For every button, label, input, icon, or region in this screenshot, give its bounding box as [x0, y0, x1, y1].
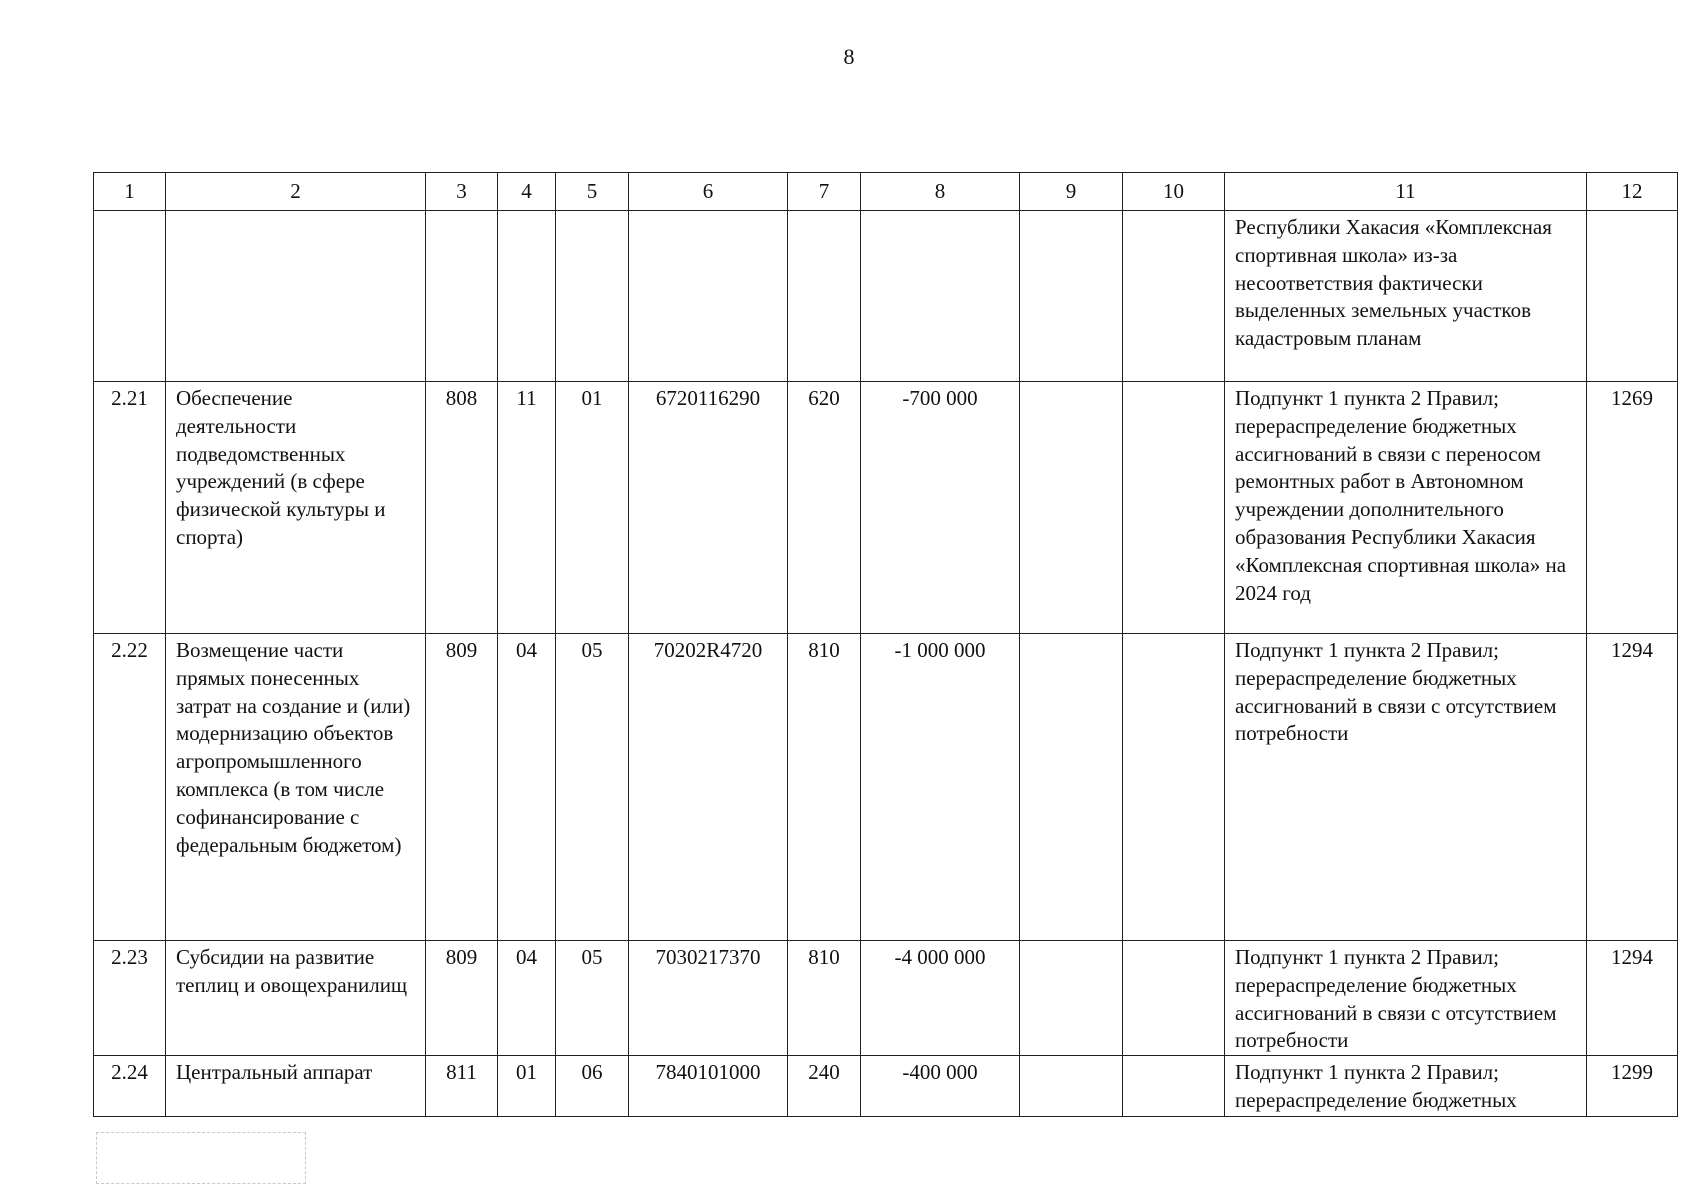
header-cell: 11	[1225, 173, 1587, 211]
cell: 1294	[1587, 634, 1678, 941]
table-row	[94, 634, 1678, 941]
cell	[1020, 382, 1123, 634]
cell: 6720116290	[629, 382, 788, 634]
header-cell: 8	[861, 173, 1020, 211]
header-cell: 2	[166, 173, 426, 211]
cell: 06	[556, 1056, 629, 1117]
cell	[1123, 634, 1225, 941]
cell: 1294	[1587, 941, 1678, 1056]
cell	[426, 211, 498, 382]
cell	[788, 211, 861, 382]
cell: 01	[498, 1056, 556, 1117]
justification-cell: Подпункт 1 пункта 2 Правил; перераспределение бюджетных ассигнований в связи с отсутствием потребности	[1225, 634, 1587, 941]
cell	[1020, 634, 1123, 941]
cell: 70202R4720	[629, 634, 788, 941]
cell: 7030217370	[629, 941, 788, 1056]
row-number-cell: 2.21	[94, 382, 166, 634]
cell: 1269	[1587, 382, 1678, 634]
cell	[1587, 211, 1678, 382]
cell: 811	[426, 1056, 498, 1117]
justification-cell: Подпункт 1 пункта 2 Правил; перераспределение бюджетных ассигнований в связи с переносом ремонтных работ в Автономном учреждении дополнительного образования Республики Хакасия «Комплексная спортивная школа» на 2024 год	[1225, 382, 1587, 634]
header-cell: 6	[629, 173, 788, 211]
row-number-cell: 2.23	[94, 941, 166, 1056]
cell: 810	[788, 941, 861, 1056]
justification-text: Республики Хакасия «Комплексная спортивная школа» из-за несоответствия фактически выделенных земельных участков кадастровым планам	[1235, 215, 1552, 351]
item-name-cell: Обеспечение деятельности подведомственных учреждений (в сфере физической культуры и спорта)	[166, 382, 426, 634]
cell	[1123, 941, 1225, 1056]
header-cell: 3	[426, 173, 498, 211]
page-number: 8	[843, 44, 855, 69]
cell	[556, 211, 629, 382]
budget-changes-table	[93, 172, 1678, 1117]
amount-cell: -400 000	[861, 1056, 1020, 1117]
cell: 05	[556, 634, 629, 941]
item-name-cell	[166, 211, 426, 382]
cell: 809	[426, 941, 498, 1056]
cell	[1123, 1056, 1225, 1117]
cell	[498, 211, 556, 382]
header-cell: 5	[556, 173, 629, 211]
justification-cell	[1225, 211, 1587, 382]
cell: 240	[788, 1056, 861, 1117]
cell	[1123, 382, 1225, 634]
row-number-cell	[94, 211, 166, 382]
cell: 05	[556, 941, 629, 1056]
cell	[1123, 211, 1225, 382]
cell	[1020, 211, 1123, 382]
cell: 620	[788, 382, 861, 634]
cell	[1020, 941, 1123, 1056]
header-cell: 10	[1123, 173, 1225, 211]
table-row	[94, 211, 1678, 382]
amount-cell	[861, 211, 1020, 382]
header-cell: 1	[94, 173, 166, 211]
table-row	[94, 941, 1678, 1056]
header-cell: 7	[788, 173, 861, 211]
cell: 808	[426, 382, 498, 634]
item-name-cell: Центральный аппарат	[166, 1056, 426, 1117]
cell: 1299	[1587, 1056, 1678, 1117]
cell: 04	[498, 941, 556, 1056]
header-cell: 4	[498, 173, 556, 211]
cell: 01	[556, 382, 629, 634]
amount-cell: -700 000	[861, 382, 1020, 634]
table-row	[94, 1056, 1678, 1117]
cell: 810	[788, 634, 861, 941]
table-header-row	[94, 173, 1678, 211]
row-number-cell: 2.24	[94, 1056, 166, 1117]
cell: 7840101000	[629, 1056, 788, 1117]
justification-cell: Подпункт 1 пункта 2 Правил; перераспределение бюджетных ассигнований в связи с отсутствием потребности	[1225, 941, 1587, 1056]
row-number-cell: 2.22	[94, 634, 166, 941]
item-name-cell: Субсидии на развитие теплиц и овощехранилищ	[166, 941, 426, 1056]
table-row	[94, 382, 1678, 634]
item-name-cell: Возмещение части прямых понесенных затрат на создание и (или) модернизацию объектов агропромышленного комплекса (в том числе софинансирование с федеральным бюджетом)	[166, 634, 426, 941]
cell	[1020, 1056, 1123, 1117]
header-cell: 12	[1587, 173, 1678, 211]
cell: 11	[498, 382, 556, 634]
justification-text: Подпункт 1 пункта 2 Правил; перераспределение бюджетных	[1235, 1060, 1517, 1112]
header-cell: 9	[1020, 173, 1123, 211]
justification-cell	[1225, 1056, 1587, 1117]
cell: 809	[426, 634, 498, 941]
amount-cell: -4 000 000	[861, 941, 1020, 1056]
cell: 04	[498, 634, 556, 941]
faint-stamp-mark	[96, 1132, 306, 1184]
cell	[629, 211, 788, 382]
amount-cell: -1 000 000	[861, 634, 1020, 941]
